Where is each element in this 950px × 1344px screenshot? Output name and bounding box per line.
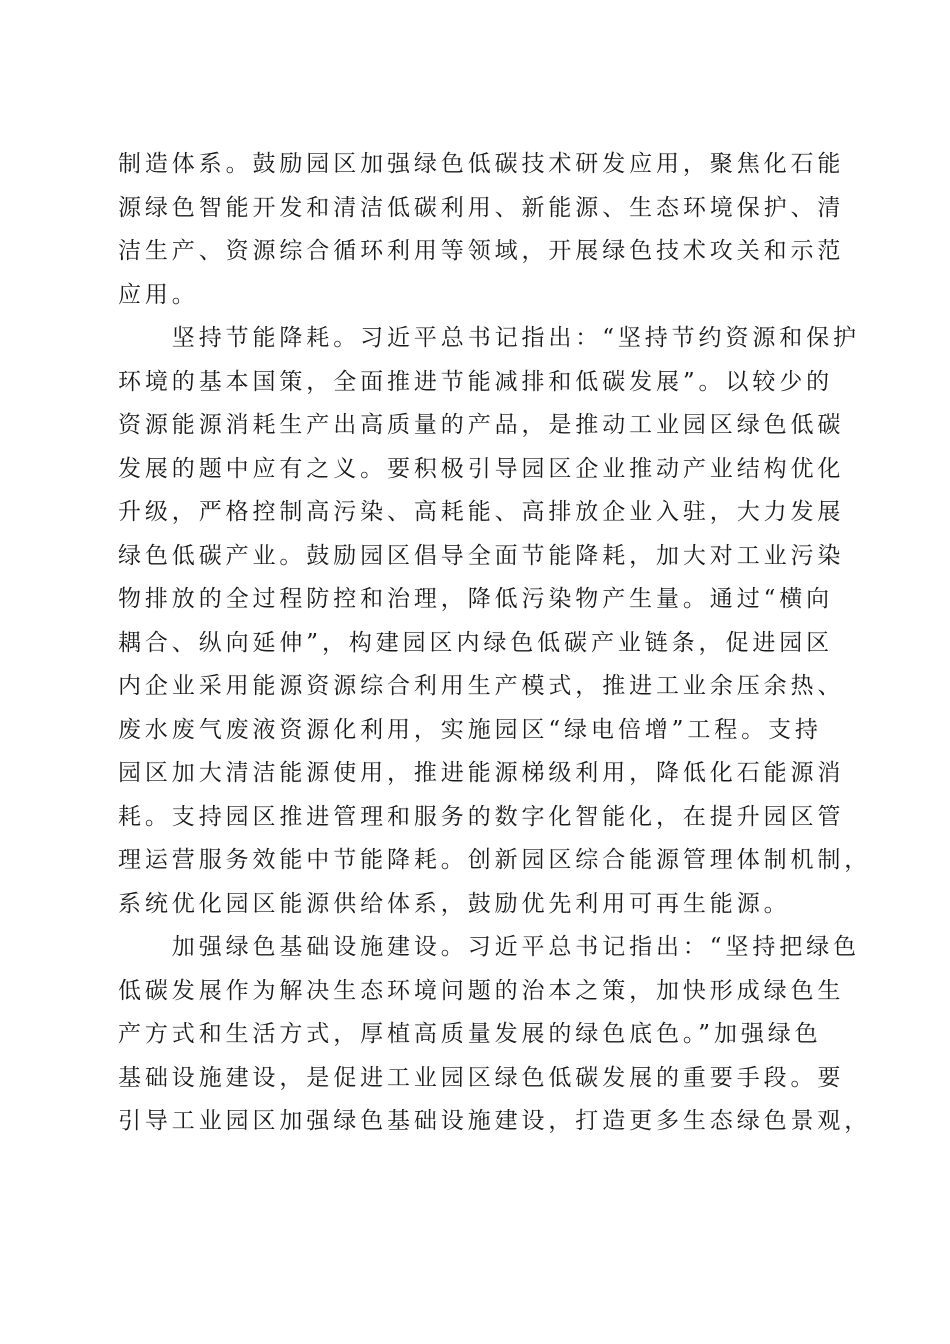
paragraph-manufacturing [118, 143, 845, 317]
text-line: 应用。 [118, 281, 199, 308]
text-line: 源绿色智能开发和清洁低碳利用、新能源、生态环境保护、清 [118, 194, 845, 221]
text-line: 发展的题中应有之义。要积极引导园区企业推动产业结构优化 [118, 455, 845, 482]
text-line: 资源能源消耗生产出高质量的产品，是推动工业园区绿色低碳 [118, 412, 845, 438]
text-line: 基础设施建设，是促进工业园区绿色低碳发展的重要手段。要 [118, 1064, 845, 1091]
text-line: 加强绿色基础设施建设。习近平总书记指出：“坚持把绿色 [118, 934, 860, 960]
text-line: 系统优化园区能源供给体系，鼓励优先利用可再生能源。 [118, 890, 791, 917]
text-line: 坚持节能降耗。习近平总书记指出：“坚持节约资源和保护 [118, 325, 860, 351]
text-line: 环境的基本国策，全面推进节能减排和低碳发展”。以较少的 [118, 368, 834, 395]
text-line: 引导工业园区加强绿色基础设施建设，打造更多生态绿色景观， [118, 1108, 872, 1134]
paragraph-green-infrastructure [118, 926, 872, 1144]
text-line: 耗。支持园区推进管理和服务的数字化智能化，在提升园区管 [118, 803, 845, 830]
text-line: 升级，严格控制高污染、高耗能、高排放企业入驻，大力发展 [118, 499, 845, 525]
text-line: 制造体系。鼓励园区加强绿色低碳技术研发应用，聚焦化石能 [118, 151, 845, 177]
text-line: 耦合、纵向延伸”，构建园区内绿色低碳产业链条，促进园区 [118, 629, 834, 656]
text-line: 低碳发展作为解决生态环境问题的治本之策，加快形成绿色生 [118, 977, 845, 1004]
text-line: 理运营服务效能中节能降耗。创新园区综合能源管理体制机制， [118, 847, 872, 873]
document-body [118, 143, 872, 1144]
text-line: 绿色低碳产业。鼓励园区倡导全面节能降耗，加大对工业污染 [118, 542, 845, 569]
text-line: 洁生产、资源综合循环利用等领域，开展绿色技术攻关和示范 [118, 238, 845, 264]
text-line: 物排放的全过程防控和治理，降低污染物产生量。通过“横向 [118, 586, 834, 612]
text-line: 园区加大清洁能源使用，推进能源梯级利用，降低化石能源消 [118, 760, 845, 786]
text-line: 内企业采用能源资源综合利用生产模式，推进工业余压余热、 [118, 673, 845, 699]
paragraph-energy-saving [118, 317, 872, 926]
text-line: 产方式和生活方式，厚植高质量发展的绿色底色。”加强绿色 [118, 1021, 822, 1047]
text-line: 废水废气废液资源化利用，实施园区“绿电倍增”工程。支持 [118, 716, 822, 743]
